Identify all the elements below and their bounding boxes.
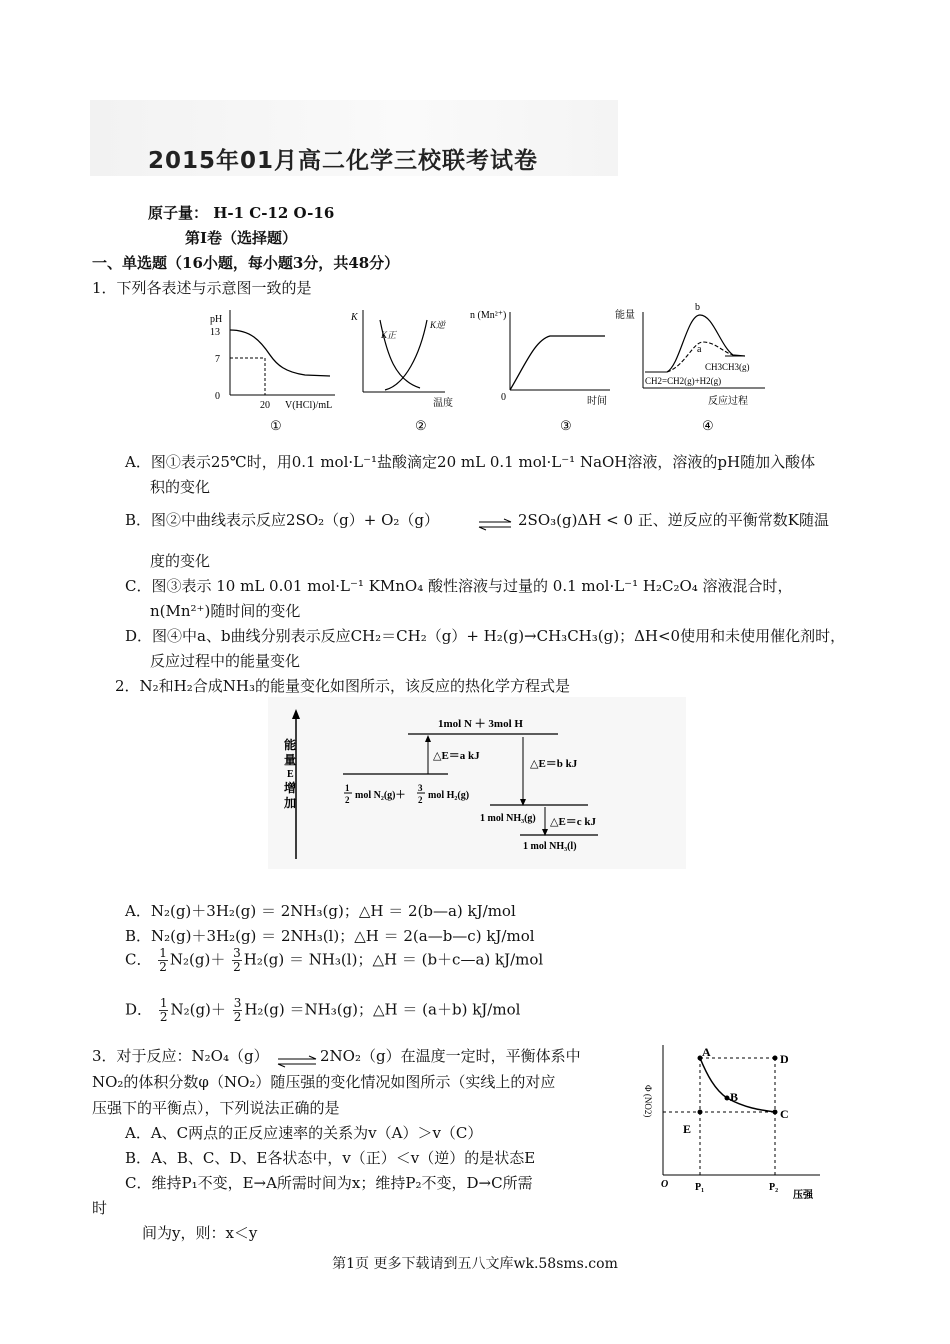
q1-stem: 1．下列各表述与示意图一致的是	[92, 279, 312, 297]
fig4-ylabel: 能量	[615, 310, 635, 321]
svg-text:1: 1	[345, 783, 350, 793]
q1-option-a-line2: 积的变化	[150, 478, 211, 496]
q2-half-n2: mol N₂(g)＋	[355, 790, 406, 801]
q1-option-d-line1: D．图④中a、b曲线分别表示反应CH₂＝CH₂（g）+ H₂(g)→CH₃CH₃(g)；ΔH<0使用和未使用催化剂时，	[125, 627, 846, 645]
fraction-half: $\frac{1}{2}$	[159, 996, 168, 1024]
q3-point-d: D	[780, 1052, 789, 1066]
fig2-number: ②	[415, 418, 427, 433]
svg-text:2: 2	[418, 795, 423, 805]
fig1-tick-13: 13	[210, 327, 220, 338]
q1-option-a-line1: A．图①表示25℃时，用0.1 mol·L⁻¹盐酸滴定20 mL 0.1 mol·L⁻¹ NaOH溶液，溶液的pH随加入酸体	[125, 453, 816, 471]
q3-stem-line1a: 3．对于反应：N₂O₄（g）	[92, 1047, 269, 1065]
section-heading: 一、单选题（16小题，每小题3分，共48分）	[92, 254, 400, 272]
fig3-number: ③	[560, 418, 572, 433]
svg-text:3: 3	[418, 783, 423, 793]
fig4-energy-profile	[615, 302, 765, 433]
q3-stem-line1b: 2NO₂（g）在温度一定时，平衡体系中	[320, 1047, 581, 1065]
q2-option-d	[125, 997, 520, 1024]
fig2-curve2: K逆	[430, 320, 446, 330]
q2-axis-label-3: E	[287, 769, 294, 780]
q2-option-d-label: D．	[125, 1000, 153, 1019]
q2-h2: mol H₂(g)	[428, 790, 470, 801]
q3-stem-line2: NO₂的体积分数φ（NO₂）随压强的变化情况如图所示（实线上的对应	[92, 1073, 556, 1091]
q2-nh3-gas: 1 mol NH₃(g)	[480, 813, 536, 824]
q3-option-b: B．A、B、C、D、E各状态中，v（正）＜v（逆）的是状态E	[125, 1149, 536, 1167]
q2-dEa: △E＝a kJ	[433, 750, 480, 762]
q1-option-b-line1: B．图②中曲线表示反应2SO₂（g）+ O₂（g）	[125, 511, 440, 529]
fig2-xlabel: 温度	[433, 398, 453, 409]
fig1-number: ①	[270, 418, 282, 433]
q2-option-d-text1: N₂(g)＋	[170, 1000, 226, 1019]
page-title: 2015年01月高二化学三校联考试卷	[148, 148, 539, 174]
q3-graph-ylabel: Φ (NO2)	[643, 1085, 653, 1118]
page-footer: 第1页 更多下载请到五八文库wk.58sms.com	[332, 1256, 618, 1272]
q3-origin: O	[661, 1179, 669, 1190]
q3-point-a: A	[702, 1045, 711, 1059]
volume-title: 第Ⅰ卷（选择题）	[185, 229, 298, 247]
fraction-three-halves: $\frac{3}{2}$	[233, 946, 241, 974]
q3-p2: P₂	[769, 1182, 779, 1193]
q2-option-c	[125, 947, 543, 974]
fig1-xlabel: V(HCl)/mL	[285, 400, 333, 411]
q2-top-level: 1mol N ＋ 3mol H	[438, 718, 523, 730]
q1-option-c-line2: n(Mn²⁺)随时间的变化	[150, 602, 301, 620]
q2-option-d-text2: H₂(g) ＝NH₃(g)；△H ＝ (a＋b) kJ/mol	[244, 1000, 521, 1019]
q3-p1: P₁	[695, 1182, 705, 1193]
q1-option-c-line1: C．图③表示 10 mL 0.01 mol·L⁻¹ KMnO₄ 酸性溶液与过量的 0.1 mol·L⁻¹ H₂C₂O₄ 溶液混合时，	[125, 577, 793, 595]
q2-axis-label-2: 量	[284, 753, 297, 767]
q2-option-c-text2: H₂(g) ＝ NH₃(l)；△H ＝ (b＋c—a) kJ/mol	[243, 950, 544, 969]
q3-xlabel: 压强	[793, 1190, 813, 1201]
equilibrium-arrow-icon	[277, 1055, 317, 1069]
fig4-number: ④	[702, 418, 714, 433]
fig1-ylabel: pH	[210, 314, 223, 325]
q2-energy-diagram	[268, 697, 686, 869]
q2-dEc: △E＝c kJ	[550, 816, 597, 828]
q2-option-c-text1: N₂(g)＋	[169, 950, 226, 969]
q2-option-c-label: C．	[125, 950, 152, 969]
q3-point-c: C	[780, 1107, 789, 1121]
q3-option-c-line2: 时	[92, 1199, 108, 1217]
q2-axis-label-5: 加	[284, 796, 297, 810]
q1-option-b-line2: 度的变化	[150, 552, 211, 570]
fig3-xlabel: 时间	[587, 396, 607, 407]
q3-option-a: A．A、C两点的正反应速率的关系为v（A）＞v（C）	[125, 1124, 483, 1142]
fig2-curve1: K正	[381, 330, 397, 340]
q2-axis-label-1: 能	[284, 738, 297, 752]
fig2-equilibrium-constant	[350, 310, 453, 433]
fig4-peak-b: b	[695, 302, 700, 313]
q3-option-c-line1: C．维持P₁不变，E→A所需时间为x；维持P₂不变，D→C所需	[125, 1174, 533, 1192]
q1-option-d-line2: 反应过程中的能量变化	[150, 652, 301, 670]
fig4-xlabel: 反应过程	[708, 396, 748, 407]
q2-option-b: B．N₂(g)＋3H₂(g) ＝ 2NH₃(l)；△H ＝ 2(a—b—c) kJ/mol	[125, 927, 535, 945]
fraction-half: $\frac{1}{2}$	[159, 946, 167, 974]
q3-option-c-line3: 间为y，则：x＜y	[142, 1224, 258, 1242]
q2-dEb: △E＝b kJ	[530, 758, 578, 770]
q3-pressure-graph	[635, 1040, 835, 1210]
fig1-titration-curve	[210, 310, 335, 433]
fig1-tick-7: 7	[215, 354, 220, 365]
fig3-origin: 0	[501, 392, 506, 403]
q2-axis-label-4: 增	[284, 781, 297, 795]
q3-stem-line3: 压强下的平衡点），下列说法正确的是	[92, 1099, 340, 1117]
q3-point-b: B	[730, 1090, 739, 1104]
fig2-ylabel: K	[351, 312, 358, 323]
fig3-ylabel: n (Mn²⁺)	[470, 310, 507, 321]
fig4-peak-a: a	[697, 344, 702, 355]
q1-option-b-line1b: 2SO₃(g)ΔH < 0 正、逆反应的平衡常数K随温	[518, 511, 829, 529]
fig4-reactant: CH2=CH2(g)+H2(g)	[645, 376, 722, 386]
equilibrium-arrow-icon	[478, 518, 512, 532]
fig1-tick-20: 20	[260, 400, 270, 411]
q3-point-e: E	[683, 1122, 692, 1136]
fraction-three-halves: $\frac{3}{2}$	[233, 996, 242, 1024]
q1-figures	[205, 300, 775, 440]
fig3-mn-concentration	[470, 310, 610, 433]
svg-text:2: 2	[345, 795, 350, 805]
q2-option-a: A．N₂(g)＋3H₂(g) ＝ 2NH₃(g)；△H ＝ 2(b—a) kJ/mol	[125, 902, 516, 920]
fig4-product: CH3CH3(g)	[705, 362, 750, 372]
atomic-mass: 原子量： H-1 C-12 O-16	[148, 204, 335, 222]
q2-stem: 2．N₂和H₂合成NH₃的能量变化如图所示，该反应的热化学方程式是	[115, 677, 570, 695]
q2-nh3-liquid: 1 mol NH₃(l)	[523, 841, 577, 852]
fig1-tick-0: 0	[215, 391, 220, 402]
